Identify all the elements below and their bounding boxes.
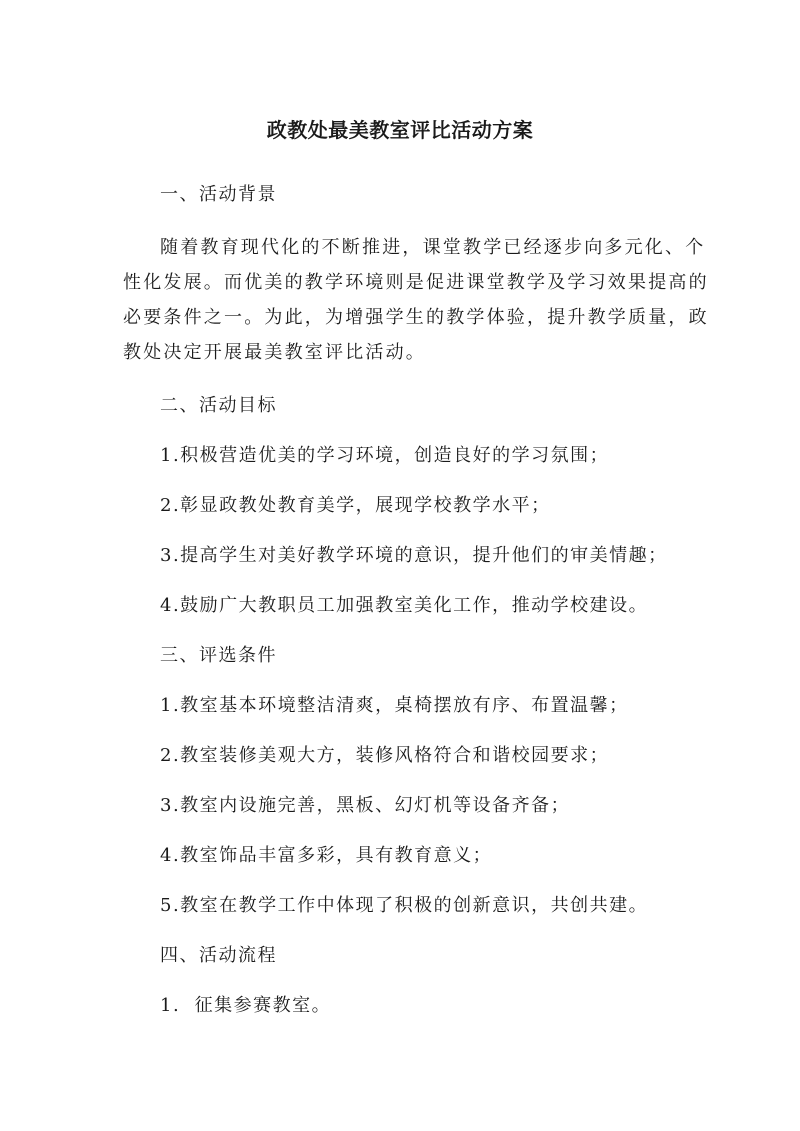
section-heading-background: 一、活动背景 [160, 184, 277, 205]
document-title: 政教处最美教室评比活动方案 [266, 118, 534, 142]
list-item: 1.教室基本环境整洁清爽，桌椅摆放有序、布置温馨； [160, 695, 629, 716]
paragraph-line: 性化发展。而优美的教学环境则是促进课堂教学及学习效果提高的 [123, 272, 709, 293]
list-item: 1.积极营造优美的学习环境，创造良好的学习氛围； [160, 445, 610, 466]
list-item: 3.教室内设施完善，黑板、幻灯机等设备齐备； [160, 795, 571, 816]
section-heading-goals: 二、活动目标 [160, 395, 277, 416]
list-item: 2.彰显政教处教育美学，展现学校教学水平； [160, 495, 551, 516]
list-item: 4.教室饰品丰富多彩，具有教育意义； [160, 845, 493, 866]
section-heading-process: 四、活动流程 [160, 945, 277, 966]
paragraph-line: 随着教育现代化的不断推进，课堂教学已经逐步向多元化、个 [160, 237, 706, 258]
list-item: 3.提高学生对美好教学环境的意识，提升他们的审美情趣； [160, 545, 668, 566]
list-item: 1. 征集参赛教室。 [160, 995, 332, 1016]
paragraph-line: 必要条件之一。为此，为增强学生的教学体验，提升教学质量，政 [123, 307, 709, 328]
list-item: 2.教室装修美观大方，装修风格符合和谐校园要求； [160, 745, 610, 766]
list-item: 5.教室在教学工作中体现了积极的创新意识，共创共建。 [160, 895, 649, 916]
paragraph-line: 教处决定开展最美教室评比活动。 [123, 342, 426, 363]
section-heading-criteria: 三、评选条件 [160, 645, 277, 666]
list-item: 4.鼓励广大教职员工加强教室美化工作，推动学校建设。 [160, 595, 649, 616]
